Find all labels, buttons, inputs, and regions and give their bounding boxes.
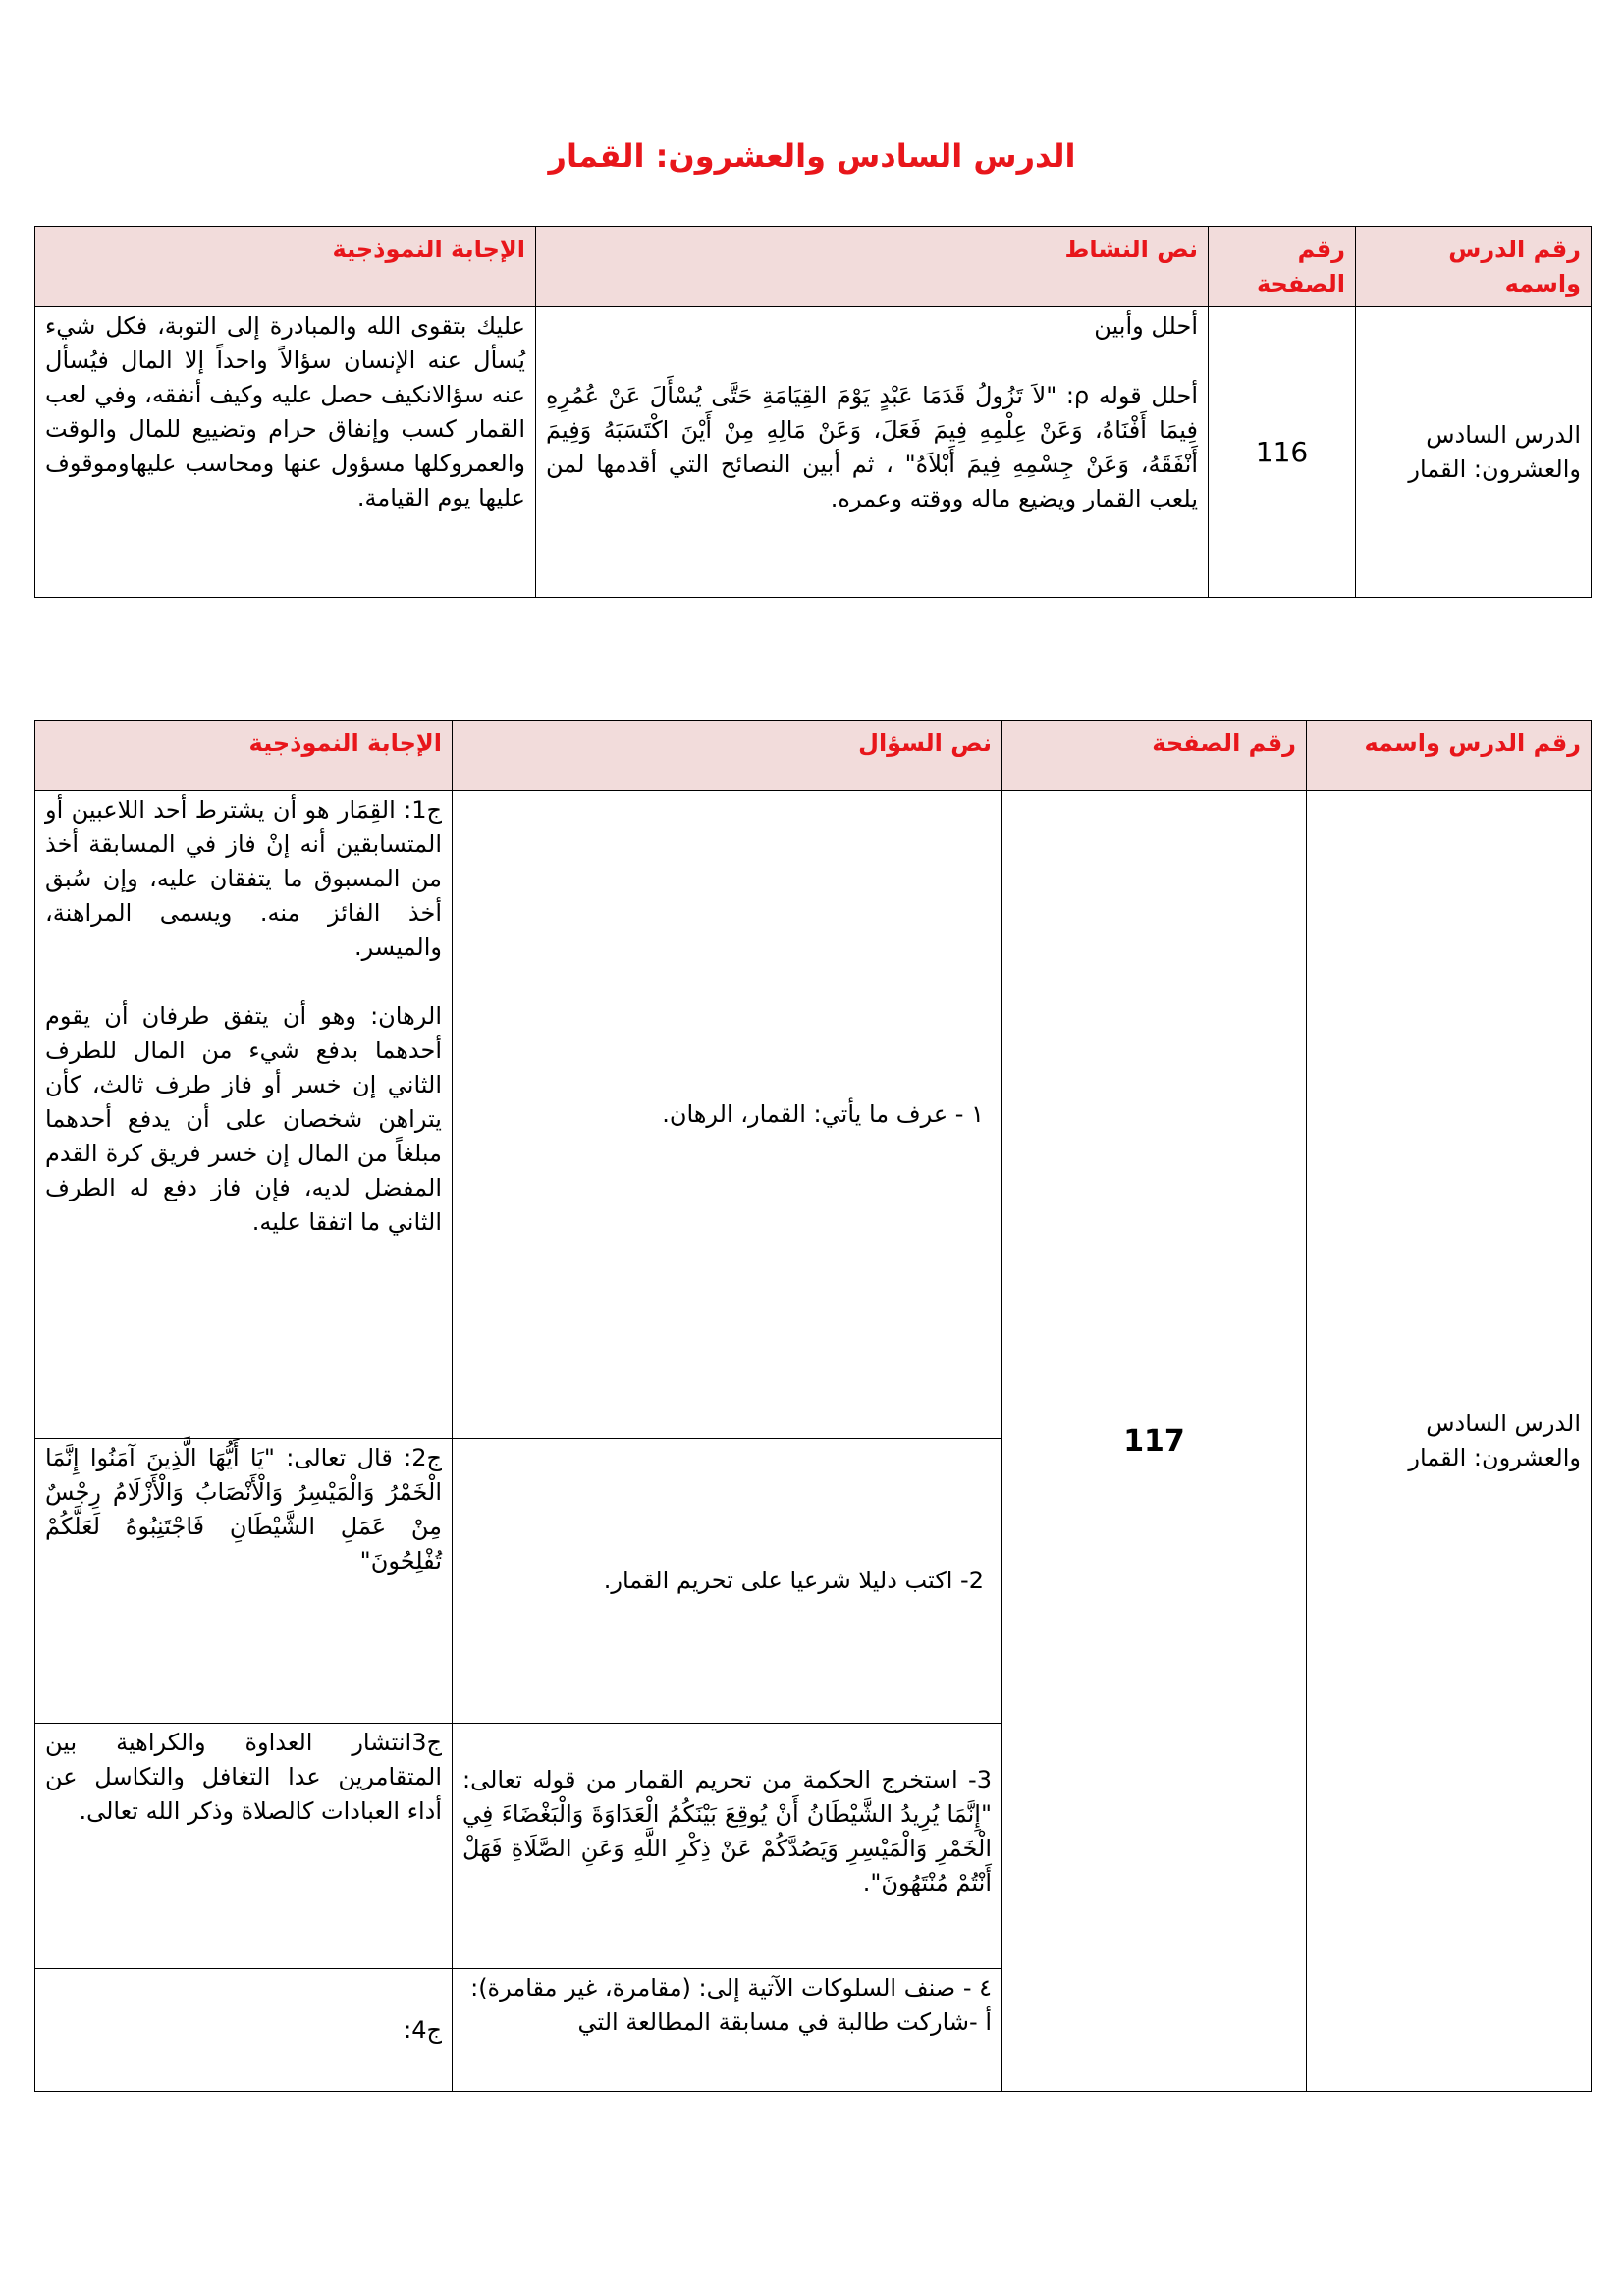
activity-cell: [536, 307, 1209, 598]
question-cell-2: 2- اكتب دليلا شرعيا على تحريم القمار.: [453, 1439, 1002, 1724]
header-answer: الإجابة النموذجية: [35, 227, 536, 307]
header-question: نص السؤال: [453, 721, 1002, 791]
activity-title: أحلل وأبين: [1094, 312, 1198, 340]
page-title: الدرس السادس والعشرون: القمار: [548, 137, 1076, 175]
lesson-cell: الدرس السادس والعشرون: القمار: [1307, 791, 1592, 2092]
lesson-cell: الدرس السادس والعشرون: القمار: [1356, 307, 1592, 598]
page-number-cell: 116: [1209, 307, 1356, 598]
page-number-cell: 117: [1002, 791, 1307, 2092]
header-lesson: رقم الدرس واسمه: [1356, 227, 1592, 307]
activity-table: [34, 226, 1592, 598]
questions-table: [34, 720, 1592, 2092]
header-lesson: رقم الدرس واسمه: [1307, 721, 1592, 791]
question-cell-1: ١ - عرف ما يأتي: القمار، الرهان.: [453, 791, 1002, 1439]
question-cell-4: ٤ - صنف السلوكات الآتية إلى: (مقامرة، غير مقامرة): أ -شاركت طالبة في مسابقة المطالعة التي: [453, 1969, 1002, 2092]
answer-cell-1: ج1: القِمَار هو أن يشترط أحد اللاعبين أو المتسابقين أنه إنْ فاز في المسابقة أخذ من المسبوق ما يتفقان عليه، وإن سُبق أخذ الفائز منه. ويسمى المراهنة، والميسر. الرهان: وهو أن يتفق طرفان أن يقوم أحدهما بدفع شيء من المال للطرف الثاني إن خسر أو فاز طرف ثالث، كأن يتراهن شخصان على أن يدفع أحدهما مبلغاً من المال إن خسر فريق كرة القدم المفضل لديه، فإن فاز دفع له الطرف الثاني ما اتفقا عليه.: [35, 791, 453, 1439]
header-page: رقم الصفحة: [1209, 227, 1356, 307]
header-activity: نص النشاط: [536, 227, 1209, 307]
answer-cell-2: ج2: قال تعالى: "يَا أَيُّهَا الَّذِينَ آمَنُوا إِنَّمَا الْخَمْرُ وَالْمَيْسِرُ وَالْأَنْصَابُ وَالْأَزْلَامُ رِجْسٌ مِنْ عَمَلِ الشَّيْطَانِ فَاجْتَنِبُوهُ لَعَلَّكُمْ تُفْلِحُونَ": [35, 1439, 453, 1724]
header-answer: الإجابة النموذجية: [35, 721, 453, 791]
activity-text: أحلل قوله ρ: "لاَ تَزُولُ قَدَمَا عَبْدٍ يَوْمَ القِيَامَةِ حَتَّى يُسْأَلَ عَنْ عُمُرِهِ فِيمَا أَفْنَاهُ، وَعَنْ عِلْمِهِ فِيمَ فَعَلَ، وَعَنْ مَالِهِ مِنْ أَيْنَ اكْتَسَبَهُ وَفِيمَ أَنْفَقَهُ، وَعَنْ جِسْمِهِ فِيمَ أَبْلاَهُ" ، ثم أبين النصائح التي أقدمها لمن يلعب القمار ويضيع ماله ووقته وعمره.: [546, 382, 1198, 512]
answer-cell: عليك بتقوى الله والمبادرة إلى التوبة، فكل شيء يُسأل عنه الإنسان سؤالاً واحداً إلا المال فيُسأل عنه سؤالانكيف حصل عليه وكيف أنفقه، وفي لعب القمار كسب وإنفاق حرام وتضييع للمال والوقت والعمروكلها مسؤول عنها ومحاسب عليهاوموقوف عليها يوم القيامة.: [35, 307, 536, 598]
question-cell-3: 3- استخرج الحكمة من تحريم القمار من قوله تعالى: "إِنَّمَا يُرِيدُ الشَّيْطَانُ أَنْ يُوقِعَ بَيْنَكُمُ الْعَدَاوَةَ وَالْبَغْضَاءَ فِي الْخَمْرِ وَالْمَيْسِرِ وَيَصُدَّكُمْ عَنْ ذِكْرِ اللَّهِ وَعَنِ الصَّلَاةِ فَهَلْ أَنْتُمْ مُنْتَهُونَ".: [453, 1724, 1002, 1969]
answer-cell-4: ج4:: [35, 1969, 453, 2092]
answer-cell-3: ج3انتشار العداوة والكراهية بين المتقامرين عدا التغافل والتكاسل عن أداء العبادات كالصلاة وذكر الله تعالى.: [35, 1724, 453, 1969]
header-page: رقم الصفحة: [1002, 721, 1307, 791]
